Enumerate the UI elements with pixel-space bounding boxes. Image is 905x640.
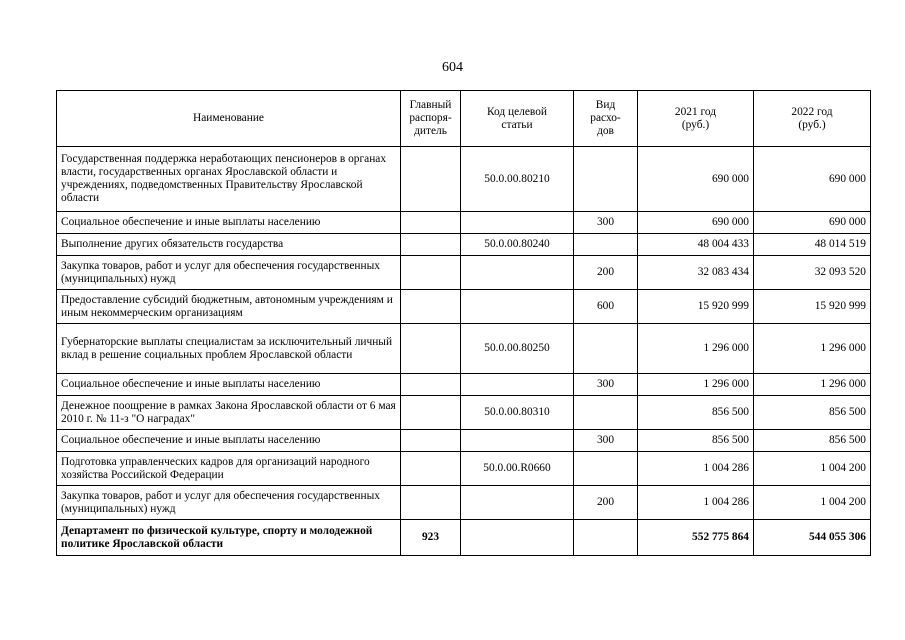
cell-target-code: 50.0.00.80210 [461, 147, 574, 212]
cell-2022: 1 296 000 [754, 374, 871, 396]
cell-2021: 1 004 286 [638, 452, 754, 486]
table-row [57, 256, 871, 290]
cell-target-code [461, 430, 574, 452]
table-header-row [57, 91, 871, 147]
table-row [57, 452, 871, 486]
cell-2021: 690 000 [638, 147, 754, 212]
table-row [57, 234, 871, 256]
page-number: 604 [442, 60, 463, 75]
cell-main-manager [401, 234, 461, 256]
cell-expense-type [574, 520, 638, 556]
cell-main-manager [401, 396, 461, 430]
cell-2021: 1 296 000 [638, 324, 754, 374]
cell-expense-type: 300 [574, 374, 638, 396]
cell-target-code [461, 290, 574, 324]
cell-2021: 552 775 864 [638, 520, 754, 556]
cell-2021: 1 004 286 [638, 486, 754, 520]
cell-expense-type [574, 147, 638, 212]
cell-2022: 690 000 [754, 147, 871, 212]
cell-main-manager [401, 324, 461, 374]
table-row [57, 147, 871, 212]
table-row [57, 430, 871, 452]
cell-2022: 1 004 200 [754, 486, 871, 520]
cell-target-code [461, 520, 574, 556]
header-name: Наименование [57, 91, 401, 147]
cell-main-manager [401, 452, 461, 486]
cell-expense-type: 200 [574, 256, 638, 290]
cell-target-code [461, 486, 574, 520]
cell-2021: 856 500 [638, 396, 754, 430]
cell-2022: 856 500 [754, 396, 871, 430]
cell-expense-type [574, 234, 638, 256]
header-year-2021: 2021 год (руб.) [638, 91, 754, 147]
table-row [57, 212, 871, 234]
cell-name: Государственная поддержка неработающих пенсионеров в органах власти, государственных органах Ярославской области и учреждениях, подведомственных Правительству Ярославской области [57, 147, 401, 212]
cell-name: Социальное обеспечение и иные выплаты населению [57, 430, 401, 452]
cell-2021: 1 296 000 [638, 374, 754, 396]
cell-target-code [461, 374, 574, 396]
cell-main-manager [401, 430, 461, 452]
cell-target-code [461, 256, 574, 290]
cell-expense-type: 200 [574, 486, 638, 520]
cell-2021: 856 500 [638, 430, 754, 452]
cell-2022: 1 296 000 [754, 324, 871, 374]
cell-main-manager [401, 256, 461, 290]
cell-name: Департамент по физической культуре, спорту и молодежной политике Ярославской области [57, 520, 401, 556]
cell-target-code [461, 212, 574, 234]
table-row [57, 520, 871, 556]
cell-main-manager [401, 212, 461, 234]
cell-name: Социальное обеспечение и иные выплаты населению [57, 212, 401, 234]
cell-main-manager [401, 290, 461, 324]
cell-2022: 15 920 999 [754, 290, 871, 324]
cell-name: Закупка товаров, работ и услуг для обеспечения государственных (муниципальных) нужд [57, 486, 401, 520]
cell-name: Предоставление субсидий бюджетным, автономным учреждениям и иным некоммерческим организациям [57, 290, 401, 324]
cell-expense-type [574, 324, 638, 374]
cell-expense-type [574, 452, 638, 486]
cell-target-code: 50.0.00.80250 [461, 324, 574, 374]
cell-expense-type [574, 396, 638, 430]
cell-main-manager [401, 374, 461, 396]
cell-2022: 48 014 519 [754, 234, 871, 256]
cell-name: Губернаторские выплаты специалистам за исключительный личный вклад в решение социальных проблем Ярославской области [57, 324, 401, 374]
cell-2022: 856 500 [754, 430, 871, 452]
table-row [57, 486, 871, 520]
cell-2021: 690 000 [638, 212, 754, 234]
cell-2022: 32 093 520 [754, 256, 871, 290]
cell-2022: 1 004 200 [754, 452, 871, 486]
header-main-manager: Главный распоря- дитель [401, 91, 461, 147]
cell-expense-type: 300 [574, 430, 638, 452]
cell-main-manager [401, 486, 461, 520]
table-row [57, 374, 871, 396]
cell-expense-type: 600 [574, 290, 638, 324]
cell-target-code: 50.0.00.80240 [461, 234, 574, 256]
budget-table [56, 90, 871, 556]
header-target-code: Код целевой статьи [461, 91, 574, 147]
cell-main-manager: 923 [401, 520, 461, 556]
cell-target-code: 50.0.00.80310 [461, 396, 574, 430]
cell-name: Денежное поощрение в рамках Закона Ярославской области от 6 мая 2010 г. № 11-з "О наградах" [57, 396, 401, 430]
cell-2022: 690 000 [754, 212, 871, 234]
cell-name: Выполнение других обязательств государства [57, 234, 401, 256]
table-row [57, 290, 871, 324]
cell-2021: 32 083 434 [638, 256, 754, 290]
cell-target-code: 50.0.00.R0660 [461, 452, 574, 486]
cell-name: Закупка товаров, работ и услуг для обеспечения государственных (муниципальных) нужд [57, 256, 401, 290]
cell-2021: 48 004 433 [638, 234, 754, 256]
table-row [57, 396, 871, 430]
cell-main-manager [401, 147, 461, 212]
cell-expense-type: 300 [574, 212, 638, 234]
cell-2021: 15 920 999 [638, 290, 754, 324]
header-year-2022: 2022 год (руб.) [754, 91, 871, 147]
table-row [57, 324, 871, 374]
cell-name: Социальное обеспечение и иные выплаты населению [57, 374, 401, 396]
cell-name: Подготовка управленческих кадров для организаций народного хозяйства Российской Федерации [57, 452, 401, 486]
header-expense-type: Вид расхо- дов [574, 91, 638, 147]
cell-2022: 544 055 306 [754, 520, 871, 556]
